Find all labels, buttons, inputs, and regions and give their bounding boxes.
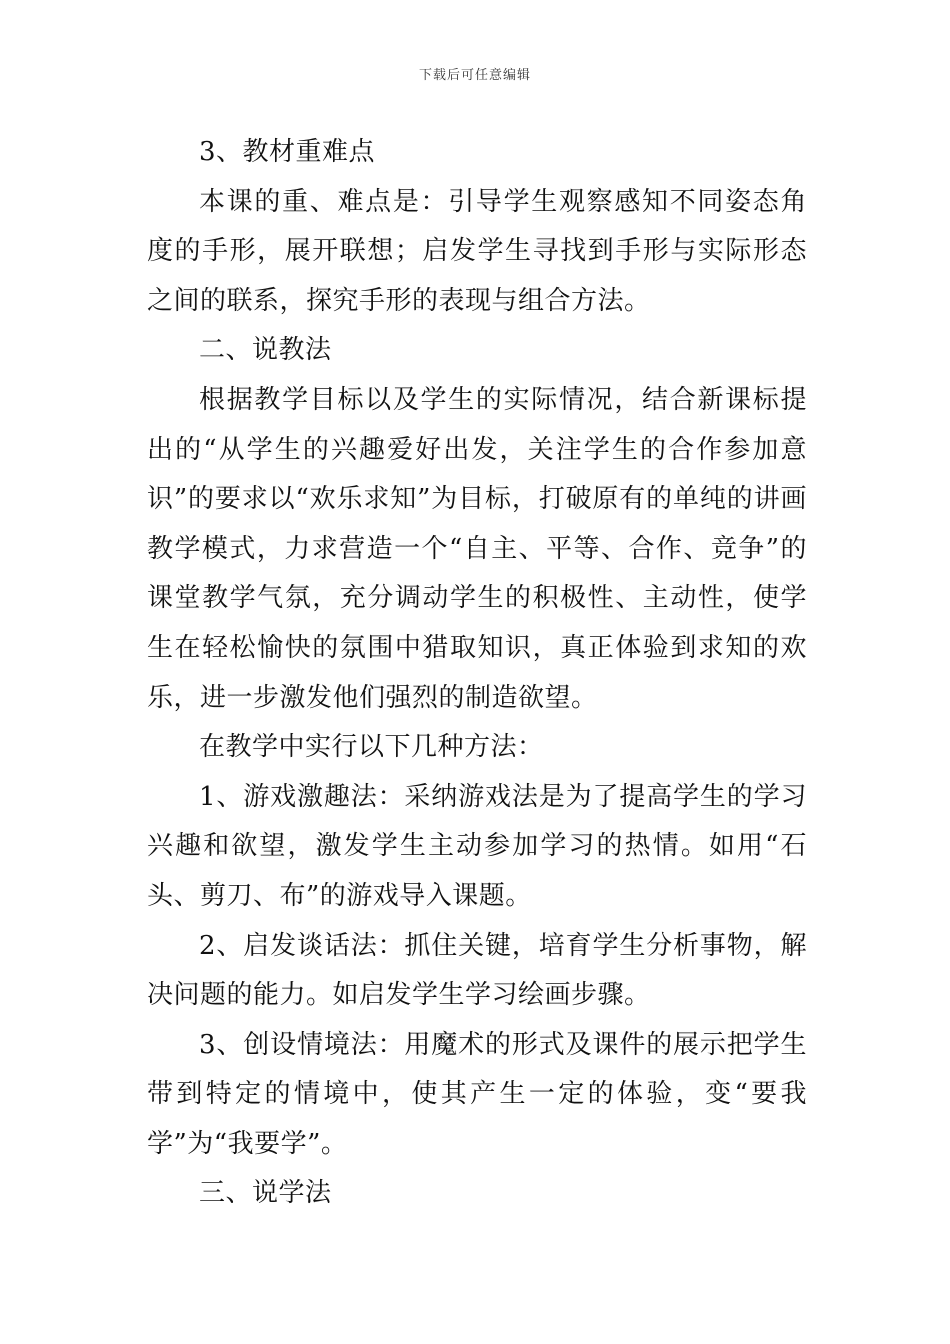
section-heading-teaching-methods: 二、说教法	[199, 335, 332, 366]
section-heading-key-points: 3、教材重难点	[199, 137, 376, 167]
document-body	[147, 128, 807, 1219]
paragraph-methods-intro: 在教学中实行以下几种方法：	[199, 732, 544, 763]
paragraph-method-dialogue: 2、启发谈话法：抓住关键，培育学生分析事物，解决问题的能力。如启发学生学习绘画步骤。	[147, 930, 807, 1011]
page-header: 下载后可任意编辑	[418, 68, 531, 83]
paragraph-key-points: 本课的重、难点是：引导学生观察感知不同姿态角度的手形，展开联想；启发学生寻找到手形与实际形态之间的联系，探究手形的表现与组合方法。	[147, 186, 807, 316]
section-heading-learning-methods: 三、说学法	[199, 1178, 332, 1209]
paragraph-method-game: 1、游戏激趣法：采纳游戏法是为了提高学生的学习兴趣和欲望，激发学生主动参加学习的热情。如用“石头、剪刀、布”的游戏导入课题。	[147, 781, 807, 911]
paragraph-method-situation: 3、创设情境法：用魔术的形式及课件的展示把学生带到特定的情境中，使其产生一定的体验，变“要我学”为“我要学”。	[147, 1029, 807, 1159]
paragraph-teaching-methods: 根据教学目标以及学生的实际情况，结合新课标提出的“从学生的兴趣爱好出发，关注学生的合作参加意识”的要求以“欢乐求知”为目标，打破原有的单纯的讲画教学模式，力求营造一个“自主、平等、合作、竞争”的课堂教学气氛，充分调动学生的积极性、主动性，使学生在轻松愉快的氛围中猎取知识，真正体验到求知的欢乐，进一步激发他们强烈的制造欲望。	[147, 384, 807, 713]
